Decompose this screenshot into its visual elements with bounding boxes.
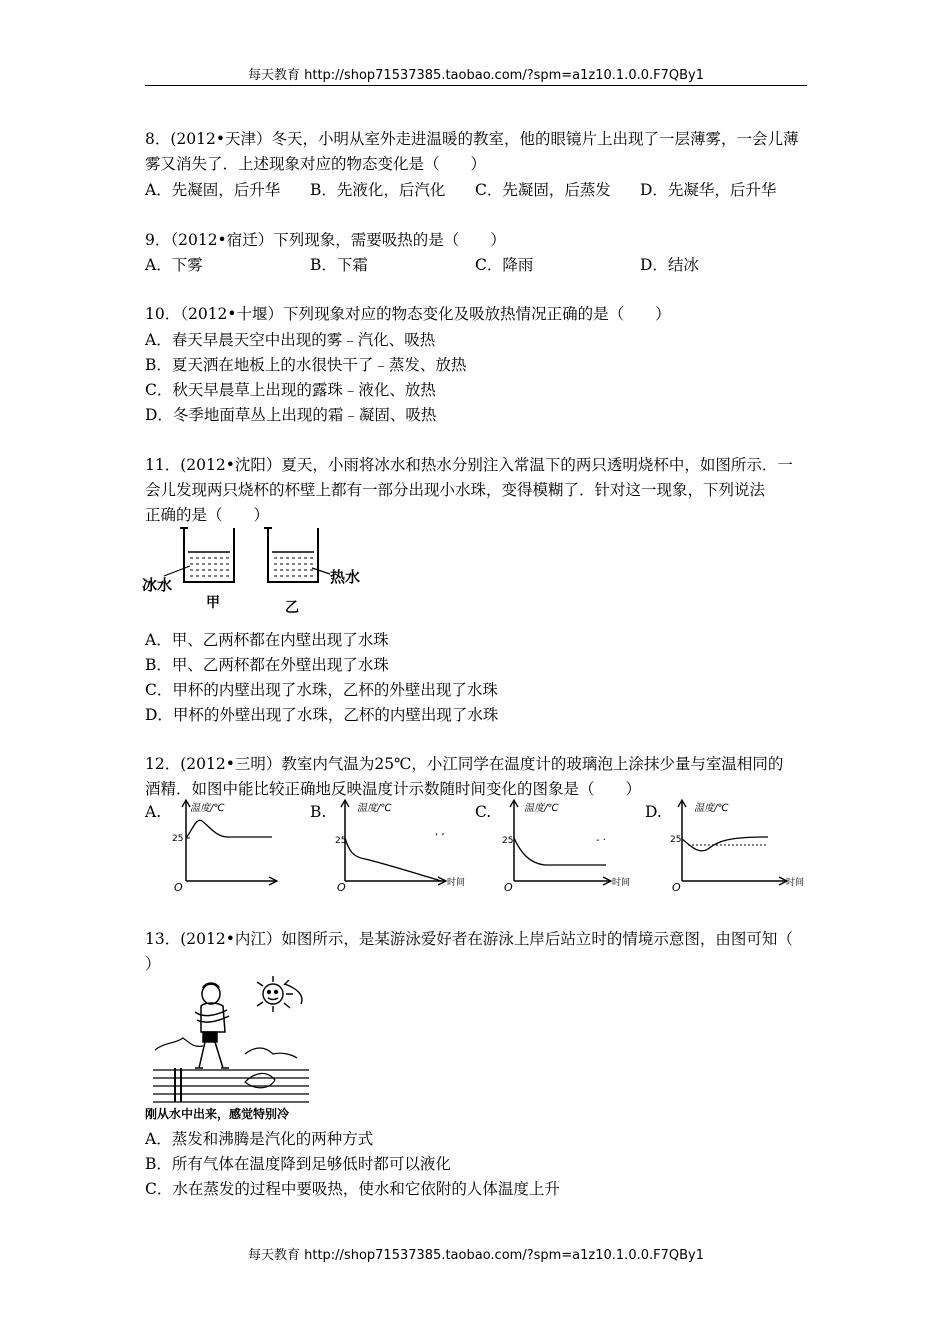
tick-25-b: 25 bbox=[335, 836, 347, 846]
xlabel-b: 时间 bbox=[447, 878, 466, 888]
xlabel-c: 时间 bbox=[612, 878, 631, 888]
q12-stem-line2: 酒精．如图中能比较正确地反映温度计示数随时间变化的图象是（ ） bbox=[145, 780, 642, 798]
q13-figure-caption: 刚从水中出来，感觉特别冷 bbox=[145, 1107, 290, 1121]
xlabel-d: 时间 bbox=[786, 878, 805, 888]
page-footer: 每天教育 http://shop71537385.taobao.com/?spm=a1z10.1.0.0.F7QBy1 bbox=[247, 1248, 704, 1263]
origin-d: O bbox=[672, 881, 681, 894]
q8-option-a: A．先凝固，后升华 bbox=[145, 181, 281, 199]
q8-option-d: D．先凝华，后升华 bbox=[640, 181, 777, 199]
q13-stem-line2: ） bbox=[145, 955, 161, 973]
q9-stem: 9．（2012•宿迁）下列现象，需要吸热的是（ ） bbox=[145, 231, 506, 249]
ylabel-c: 温度/℃ bbox=[524, 803, 559, 814]
q12-option-d-letter: D. bbox=[645, 803, 662, 821]
q11-stem-line1: 11．(2012•沈阳）夏天，小雨将冰水和热水分别注入常温下的两只透明烧杯中，如图所示．一 bbox=[145, 456, 793, 474]
beaker-yi bbox=[264, 528, 318, 582]
label-cup-yi: 乙 bbox=[285, 600, 299, 616]
label-hot-water: 热水 bbox=[330, 568, 361, 586]
q10-option-b: B．夏天洒在地板上的水很快干了﹣蒸发、放热 bbox=[145, 356, 467, 374]
q11-beakers-figure bbox=[140, 522, 380, 617]
sun-illustration bbox=[257, 976, 302, 1012]
q8-option-c: C．先凝固，后蒸发 bbox=[475, 181, 611, 199]
q13-stem-line1: 13．(2012•内江）如图所示，是某游泳爱好者在游泳上岸后站立时的情境示意图，由图可知（ bbox=[145, 930, 793, 948]
origin-b: O bbox=[337, 881, 346, 894]
q8-option-b: B．先液化，后汽化 bbox=[310, 181, 446, 199]
label-ice-water: 冰水 bbox=[142, 576, 173, 594]
q13-option-b: B．所有气体在温度降到足够低时都可以液化 bbox=[145, 1155, 451, 1173]
label-line-hot bbox=[312, 568, 330, 574]
svg-text:- ·: - · bbox=[596, 835, 606, 846]
ylabel-b: 温度/℃ bbox=[357, 803, 392, 814]
q12-option-b-letter: B. bbox=[310, 803, 327, 821]
q11-option-d: D．甲杯的外壁出现了水珠，乙杯的内壁出现了水珠 bbox=[145, 706, 499, 724]
beaker-jia bbox=[180, 528, 234, 582]
origin-c: O bbox=[504, 881, 513, 894]
q10-option-c: C．秋天早晨草上出现的露珠﹣液化、放热 bbox=[145, 381, 436, 399]
q12-graph-d bbox=[668, 795, 810, 895]
svg-text:‘ ’: ‘ ’ bbox=[435, 832, 445, 843]
tick-25-c: 25 bbox=[502, 836, 514, 846]
q11-option-a: A．甲、乙两杯都在内壁出现了水珠 bbox=[145, 631, 389, 649]
origin-a: O bbox=[174, 881, 183, 894]
q9-option-c: C．降雨 bbox=[475, 256, 534, 274]
q9-option-d: D．结冰 bbox=[640, 256, 699, 274]
label-line-ice bbox=[164, 566, 190, 576]
swimmer-figure bbox=[195, 984, 229, 1069]
q12-stem-line1: 12．(2012•三明）教室内气温为25℃，小江同学在温度计的玻璃泡上涂抹少量与室温相同的 bbox=[145, 755, 784, 773]
q12-graph-b bbox=[335, 795, 480, 895]
q10-option-d: D．冬季地面草丛上出现的霜﹣凝固、吸热 bbox=[145, 406, 437, 424]
q9-option-b: B．下霜 bbox=[310, 256, 368, 274]
q13-option-c: C．水在蒸发的过程中要吸热，使水和它依附的人体温度上升 bbox=[145, 1180, 560, 1198]
q11-stem-line2: 会儿发现两只烧杯的杯壁上都有一部分出现小水珠，变得模糊了．针对这一现象，下列说法 bbox=[145, 481, 766, 499]
q12-graph-c bbox=[500, 795, 645, 895]
q10-stem: 10．（2012•十堰）下列现象对应的物态变化及吸放热情况正确的是（ ） bbox=[145, 305, 671, 323]
q13-option-a: A．蒸发和沸腾是汽化的两种方式 bbox=[145, 1130, 374, 1148]
q12-option-c-letter: C. bbox=[475, 803, 492, 821]
q10-option-a: A．春天早晨天空中出现的雾﹣汽化、吸热 bbox=[145, 331, 436, 349]
tick-25-a: 25 bbox=[172, 834, 184, 844]
q8-stem-line2: 雾又消失了．上述现象对应的物态变化是（ ） bbox=[145, 155, 487, 173]
shore-scene bbox=[153, 1038, 309, 1102]
q12-graph-a bbox=[168, 795, 303, 895]
q9-option-a: A．下雾 bbox=[145, 256, 203, 274]
ylabel-a: 温度/℃ bbox=[190, 803, 225, 814]
q11-option-b: B．甲、乙两杯都在外壁出现了水珠 bbox=[145, 656, 389, 674]
q11-option-c: C．甲杯的内壁出现了水珠，乙杯的外壁出现了水珠 bbox=[145, 681, 498, 699]
label-cup-jia: 甲 bbox=[206, 595, 220, 611]
ylabel-d: 温度/℃ bbox=[694, 803, 729, 814]
page-header: 每天教育 http://shop71537385.taobao.com/?spm=a1z10.1.0.0.F7QBy1 bbox=[247, 68, 704, 83]
q8-stem-line1: 8．(2012•天津）冬天，小明从室外走进温暖的教室，他的眼镜片上出现了一层薄雾，一会儿薄 bbox=[145, 130, 799, 148]
q11-stem-line3: 正确的是（ ） bbox=[145, 506, 270, 524]
q12-option-a-letter: A. bbox=[145, 803, 162, 821]
tick-25-d: 25 bbox=[670, 835, 682, 845]
q13-swimmer-illustration bbox=[145, 972, 315, 1124]
header-rule bbox=[145, 85, 807, 86]
